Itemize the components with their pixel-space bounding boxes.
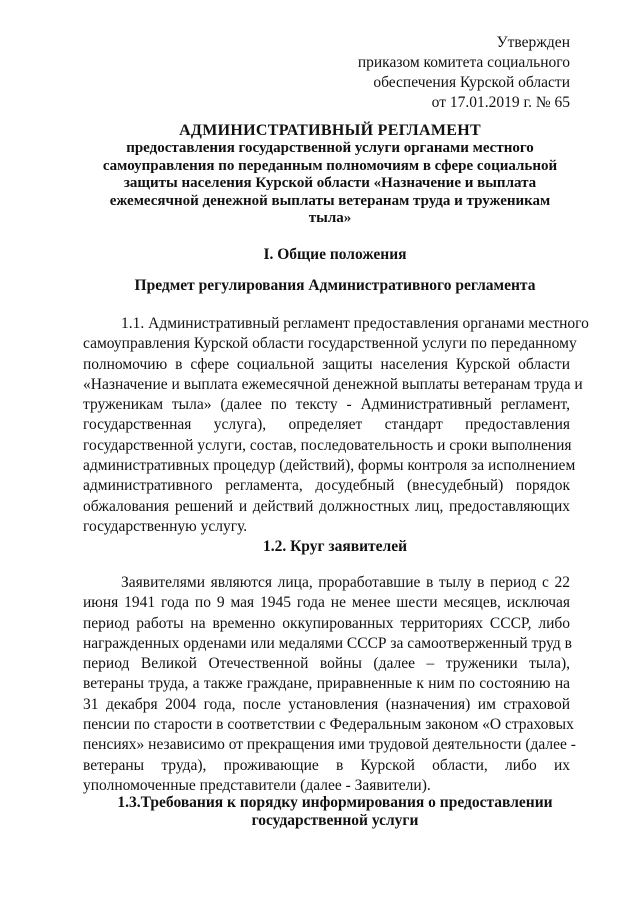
paragraph-line: пенсии по старости в соответствии с Федеральным законом «О страховых [83, 716, 574, 734]
section-3-heading-line-2: государственной услуги [251, 812, 419, 829]
paragraph-line: Заявителями являются лица, проработавшие в тылу в период с 22 [121, 574, 570, 591]
subtitle-line: защиты населения Курской области «Назначение и выплата [123, 175, 537, 191]
paragraph-line: самоуправления Курской области государственной услуги по переданному [83, 335, 577, 353]
approval-line: Утвержден [496, 34, 570, 51]
paragraph-line: период работы на временно оккупированных территориях СССР, либо [83, 614, 570, 632]
paragraph-line: государственная услуга), определяет стандарт предоставления [83, 416, 570, 434]
paragraph-line: награжденных орденами или медалями СССР за самоотверженный труд в [83, 634, 572, 652]
paragraph-line: период Великой Отечественной войны (далее – труженики тыла), [83, 655, 570, 673]
paragraph-line: государственной услуги, состав, последовательность и сроки выполнения [83, 436, 572, 454]
approval-line: обеспечения Курской области [373, 74, 570, 91]
paragraph-line: «Назначение и выплата ежемесячной денежной выплаты ветеранам труда и [83, 375, 583, 393]
section-3-heading: 1.3.Требования к порядку информирования о предоставлении [117, 794, 553, 811]
paragraph-line: административного регламента, досудебный (внесудебный) порядок [83, 477, 570, 495]
paragraph-line: июня 1941 года по 9 мая 1945 года не менее шести месяцев, исключая [83, 594, 570, 612]
section-2-heading: 1.2. Круг заявителей [262, 538, 408, 555]
paragraph-line: ветераны труда, а также граждане, приравненные к ним по состоянию на [83, 675, 570, 693]
approval-stamp [358, 33, 570, 113]
paragraph-line: 31 декабря 2004 года, после установления (назначения) им страховой [83, 695, 570, 713]
paragraph-line: полномочию в сфере социальной защиты населения Курской области [83, 355, 570, 373]
section-1-paragraph [83, 314, 589, 537]
document-title: АДМИНИСТРАТИВНЫЙ РЕГЛАМЕНТ [179, 122, 481, 139]
approval-line: от 17.01.2019 г. № 65 [431, 94, 570, 111]
paragraph-line: государственную услугу. [83, 517, 248, 535]
section-1-heading: I. Общие положения [263, 246, 407, 263]
paragraph-line: административных процедур (действий), формы контроля за исполнением [83, 457, 576, 475]
paragraph-line: уполномоченные представители (далее - Заявители). [83, 776, 431, 794]
approval-line: приказом комитета социального [357, 54, 570, 71]
paragraph-line: труженикам тыла» (далее по тексту - Административный регламент, [83, 396, 570, 414]
paragraph-line: 1.1. Административный регламент предоставления органами местного [121, 315, 589, 332]
subtitle-line: ежемесячной денежной выплаты ветеранам труда и труженикам [109, 192, 551, 209]
paragraph-line: ветераны труда), проживающие в Курской области, либо их [83, 756, 570, 774]
paragraph-line: пенсиях» независимо от прекращения ими трудовой деятельности (далее - [83, 736, 576, 754]
section-2-paragraph [83, 573, 576, 796]
paragraph-line: обжалования решений и действий должностных лиц, предоставляющих [83, 497, 570, 515]
subtitle-line: тыла» [308, 210, 352, 226]
document-subtitle [80, 140, 580, 228]
section-1-subheading: Предмет регулирования Административного регламента [134, 277, 536, 294]
subtitle-line: предоставления государственной услуги органами местного [126, 140, 534, 156]
subtitle-line: самоуправления по переданным полномочиям в сфере социальной [102, 157, 558, 174]
